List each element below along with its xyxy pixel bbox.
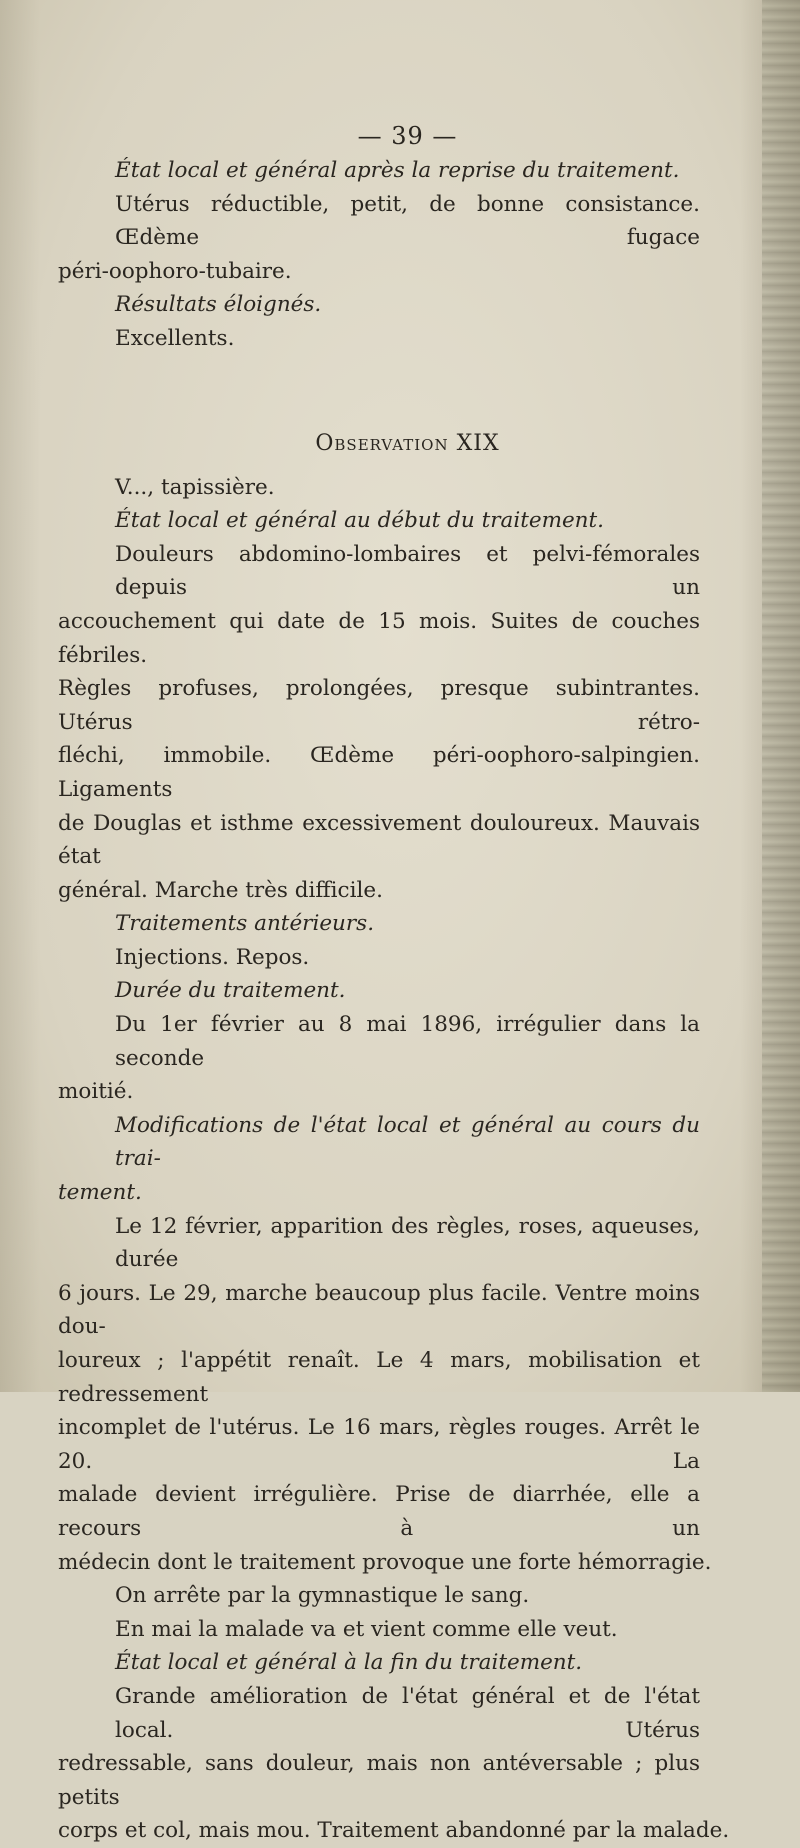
text-line: loureux ; l'appétit renaît. Le 4 mars, mobilisation et redressement <box>58 1348 700 1407</box>
text-line: Le 12 février, apparition des règles, roses, aqueuses, durée <box>115 1213 700 1273</box>
text-line: Douleurs abdomino-lombaires et pelvi-fémorales depuis un <box>115 541 700 601</box>
text-line: malade devient irrégulière. Prise de diarrhée, elle a recours à un <box>58 1482 700 1541</box>
page-number: — 39 — <box>357 122 458 150</box>
text-line: redressable, sans douleur, mais non antéversable ; plus petits <box>58 1751 700 1810</box>
observation-title-text: Observation XIX <box>315 430 500 456</box>
text-line: fléchi, immobile. Œdème péri-oophoro-salpingien. Ligaments <box>58 743 700 802</box>
modifications-heading: tement. <box>58 1180 142 1206</box>
text-line: Du 1er février au 8 mai 1896, irrégulier dans la seconde <box>115 1012 700 1071</box>
text-line: incomplet de l'utérus. Le 16 mars, règles rouges. Arrêt le 20. La <box>58 1415 700 1474</box>
text-line: général. Marche très difficile. <box>58 877 383 903</box>
state-heading: État local et général au début du traitement. <box>115 508 604 534</box>
text-line: Règles profuses, prolongées, presque subintrantes. Utérus rétro- <box>58 676 700 735</box>
text-line: Utérus réductible, petit, de bonne consistance. Œdème fugace <box>115 191 700 251</box>
patient-line: V..., tapissière. <box>115 474 275 500</box>
text-line: péri-oophoro-tubaire. <box>58 258 292 284</box>
text-line: En mai la malade va et vient comme elle veut. <box>115 1616 618 1642</box>
section-heading-reprise: État local et général après la reprise du traitement. <box>115 158 680 183</box>
text-line: On arrête par la gymnastique le sang. <box>115 1583 530 1609</box>
text-line: Grande amélioration de l'état général et de l'état local. Utérus <box>115 1683 700 1743</box>
text-body <box>58 118 730 1848</box>
text-line: corps et col, mais mou. Traitement abandonné par la malade. <box>58 1818 730 1844</box>
text-line: 6 jours. Le 29, marche beaucoup plus facile. Ventre moins dou- <box>58 1280 700 1340</box>
text-line: accouchement qui date de 15 mois. Suites de couches fébriles. <box>58 608 700 668</box>
text-line: de Douglas et isthme excessivement douloureux. Mauvais état <box>58 810 700 870</box>
prior-treatments-text: Injections. Repos. <box>115 944 310 970</box>
end-state-heading: État local et général à la fin du traitement. <box>115 1650 583 1676</box>
observation-title <box>115 419 700 468</box>
modifications-heading: Modifications de l'état local et général au cours du trai- <box>115 1112 700 1172</box>
text-line: moitié. <box>58 1079 134 1105</box>
prior-treatments-heading: Traitements antérieurs. <box>115 911 375 937</box>
results-text: Excellents. <box>115 325 235 351</box>
text-line: médecin dont le traitement provoque une forte hémorragie. <box>58 1549 712 1575</box>
duration-heading: Durée du traitement. <box>115 978 346 1004</box>
page-edge-shadow <box>762 0 800 1392</box>
results-heading: Résultats éloignés. <box>115 292 322 318</box>
